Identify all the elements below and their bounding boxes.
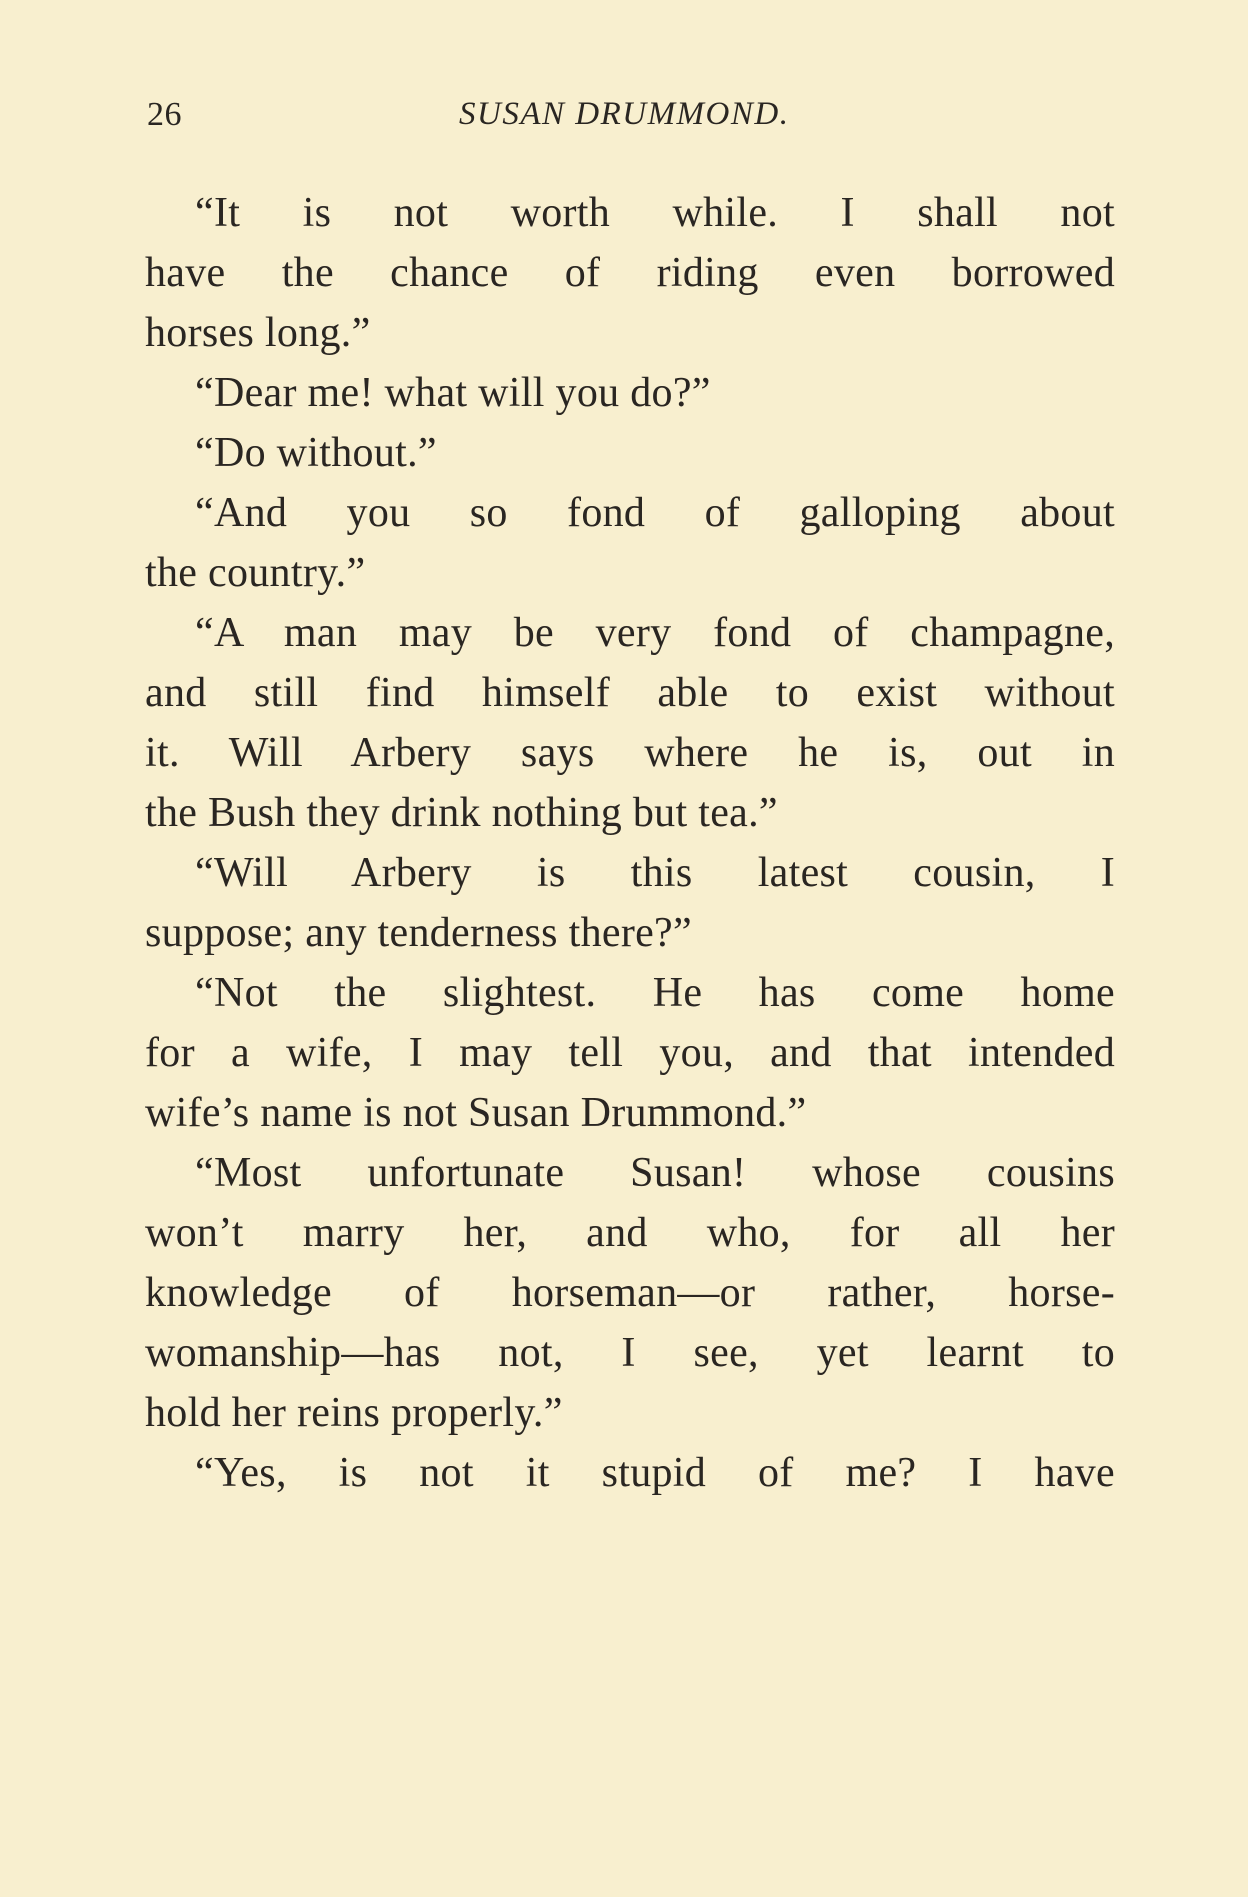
text-line: the country.” — [145, 550, 366, 596]
text-line: suppose; any tenderness there?” — [145, 910, 692, 956]
text-block — [145, 177, 1115, 1777]
text-line: knowledge of horseman—or rather, horse- — [145, 1270, 1115, 1316]
text-line: for a wife, I may tell you, and that intended — [145, 1030, 1115, 1076]
text-line: have the chance of riding even borrowed — [145, 250, 1115, 296]
text-line: “Not the slightest. He has come home — [195, 970, 1115, 1016]
text-line: “It is not worth while. I shall not — [195, 190, 1115, 236]
text-line: “A man may be very fond of champagne, — [195, 610, 1115, 656]
text-line: “Dear me! what will you do?” — [195, 370, 711, 416]
text-line: won’t marry her, and who, for all her — [145, 1210, 1115, 1256]
text-line: wife’s name is not Susan Drummond.” — [145, 1090, 807, 1136]
running-head — [147, 96, 1112, 146]
text-line: womanship—has not, I see, yet learnt to — [145, 1330, 1115, 1376]
text-line: the Bush they drink nothing but tea.” — [145, 790, 778, 836]
text-line: it. Will Arbery says where he is, out in — [145, 730, 1115, 776]
text-line: “Will Arbery is this latest cousin, I — [195, 850, 1115, 896]
running-title: SUSAN DRUMMOND. — [459, 96, 790, 132]
text-line: “Do without.” — [195, 430, 437, 476]
text-line: hold her reins properly.” — [145, 1390, 563, 1436]
text-line: horses long.” — [145, 310, 371, 356]
text-line: “Yes, is not it stupid of me? I have — [195, 1450, 1115, 1496]
text-line: “Most unfortunate Susan! whose cousins — [195, 1150, 1115, 1196]
text-line: and still find himself able to exist without — [145, 670, 1115, 716]
text-line: “And you so fond of galloping about — [195, 490, 1115, 536]
page-number: 26 — [147, 96, 182, 133]
